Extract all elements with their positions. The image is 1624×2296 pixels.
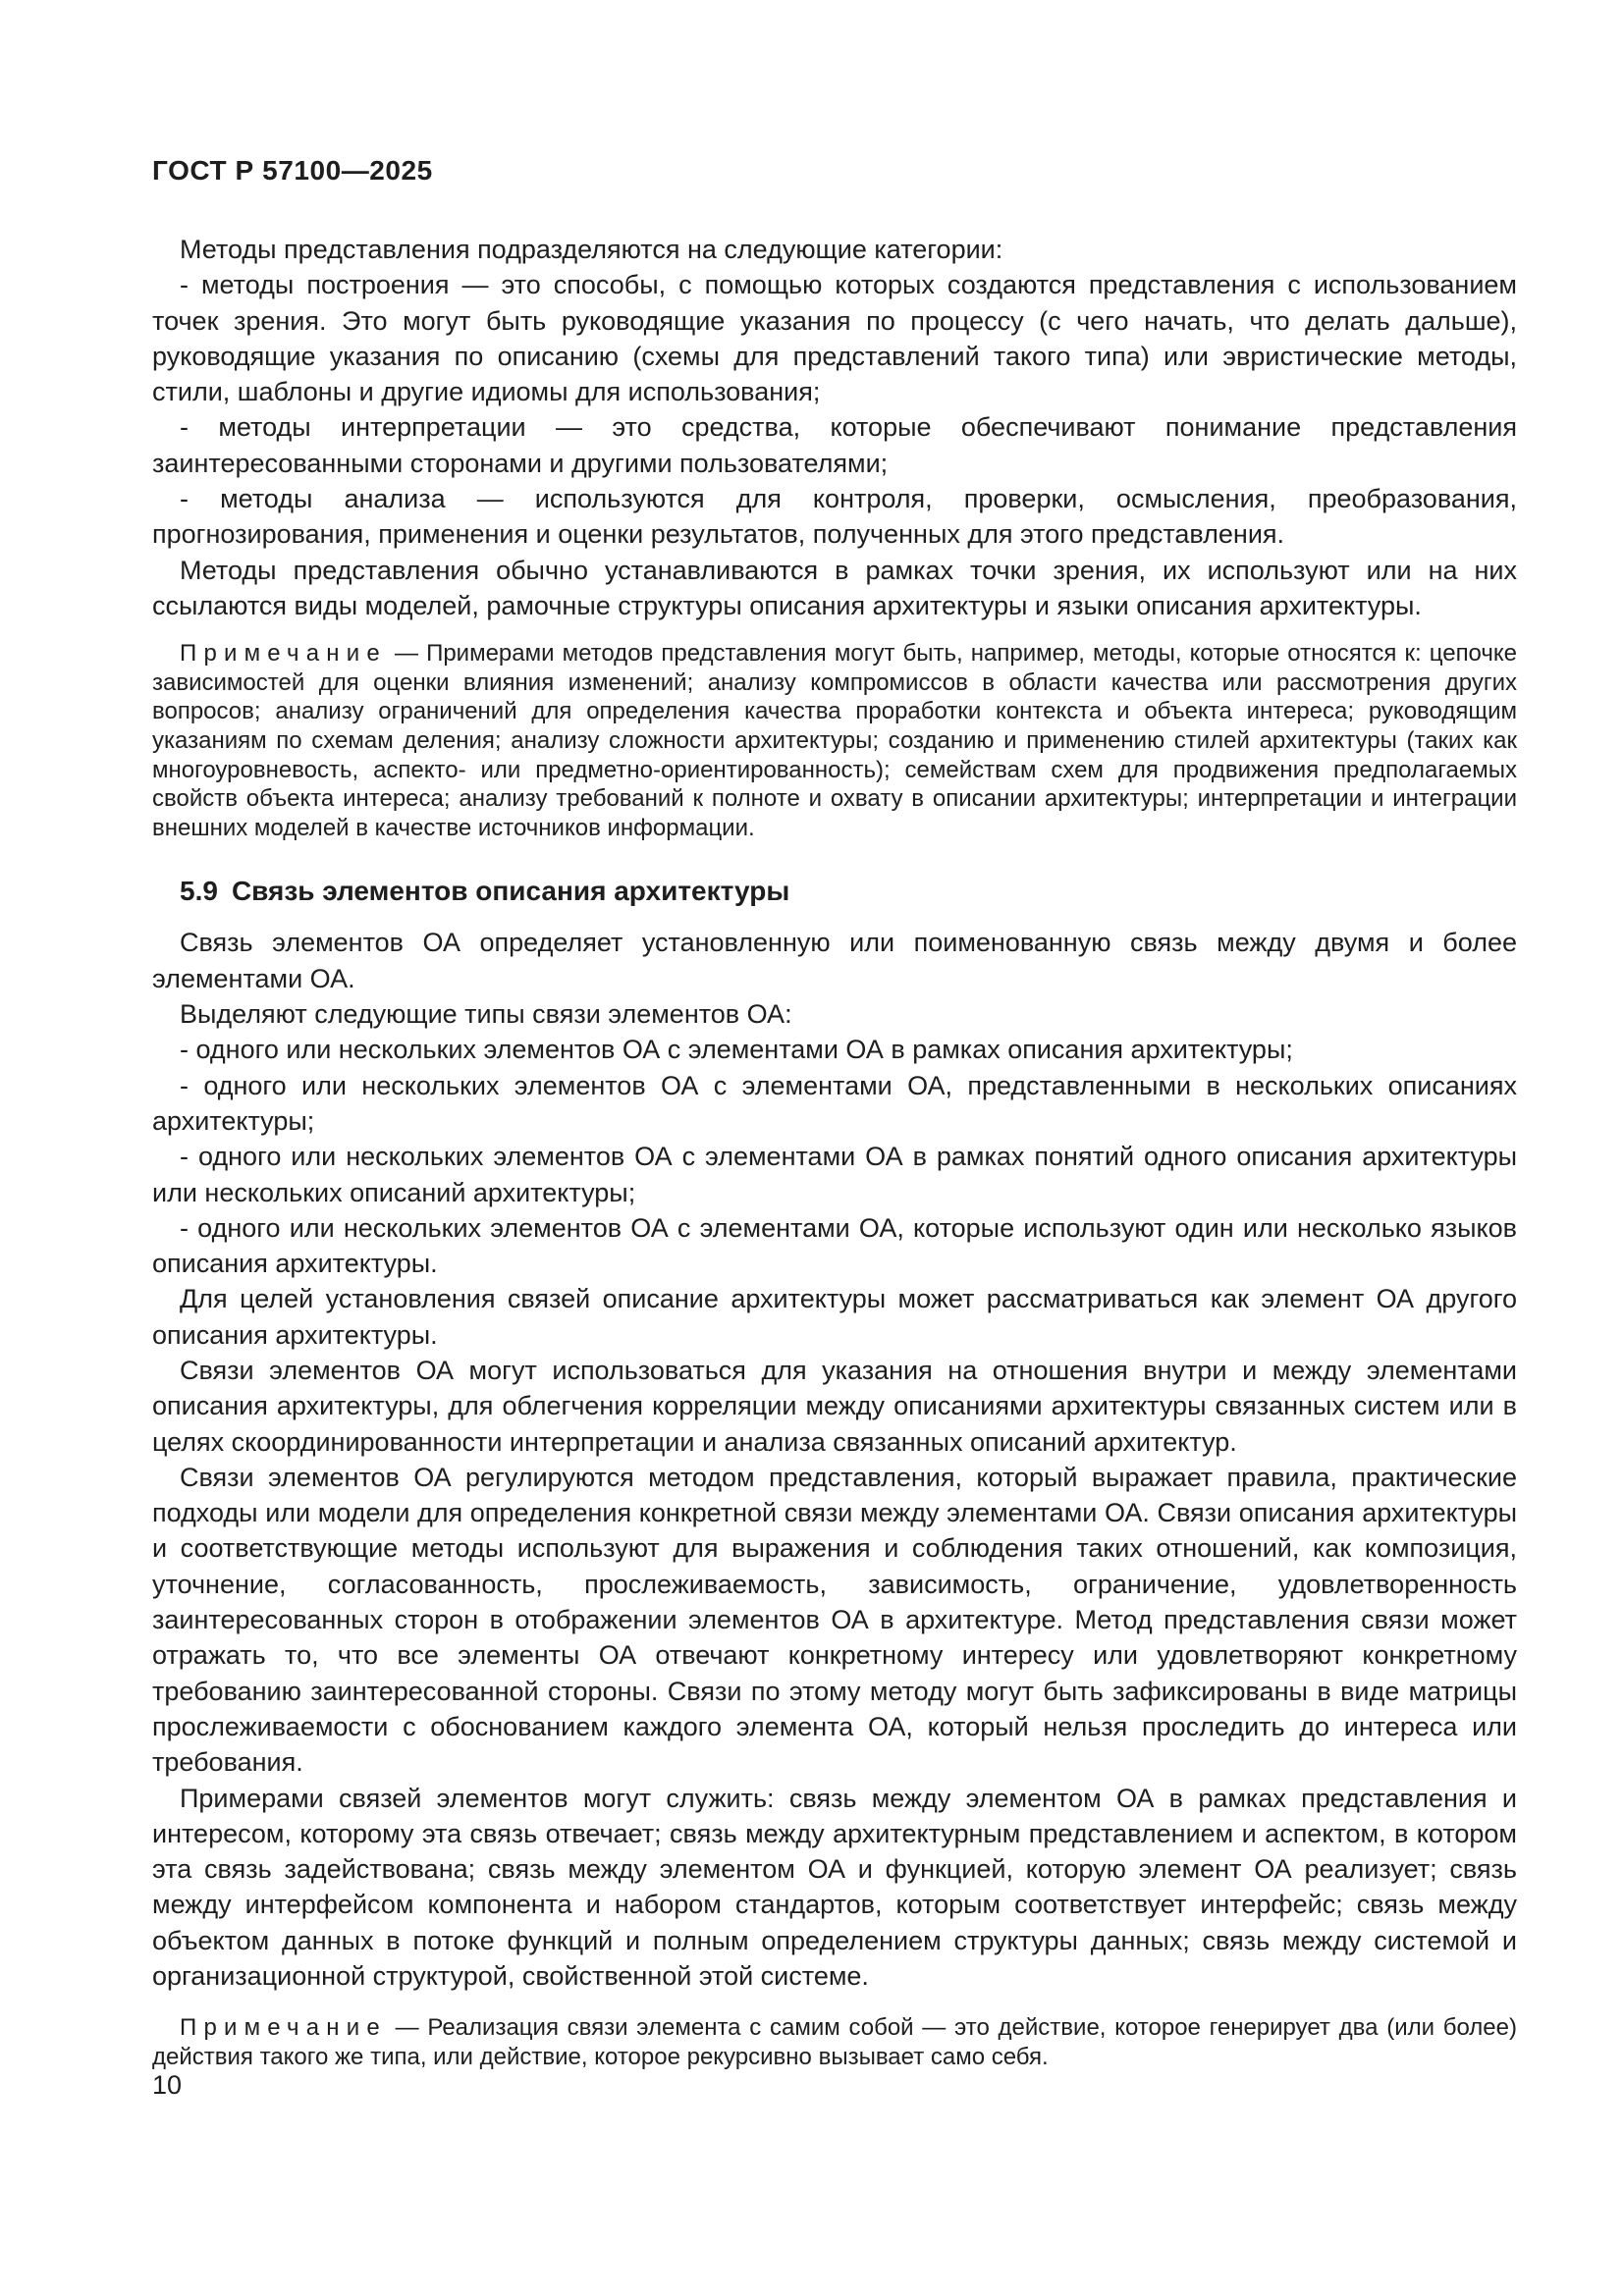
- section-number: 5.9: [180, 876, 218, 907]
- note-self-relation: [152, 2013, 1517, 2071]
- section-heading-5-9: [152, 874, 1517, 909]
- page-number: 10: [152, 2070, 183, 2100]
- note-representation-methods: [152, 639, 1517, 842]
- page-content: [152, 153, 1517, 2072]
- bullet-analysis-methods: - методы анализа — используются для контроля, проверки, осмысления, преобразования, прогнозирования, применения и оценки результатов, полученных для этого представления.: [152, 484, 1517, 550]
- paragraph-link-purposes: Для целей установления связей описание архитектуры может рассматриваться как элемент ОА другого описания архитектуры.: [152, 1284, 1517, 1350]
- note-label: Примечание: [180, 640, 387, 667]
- bullet-interpretation-methods: - методы интерпретации — это средства, которые обеспечивают понимание представления заинтересованными сторонами и другими пользователями;: [152, 412, 1517, 478]
- paragraph-link-governed: Связи элементов ОА регулируются методом представления, который выражает правила, практические подходы или модели для определения конкретной связи между элементами ОА. Связи описания архитектуры и соответствующие методы используют для выражения и соблюдения таких отношений, как композиция, уточнение, согласованность, прослеживаемость, зависимость, ограничение, удовлетворенность заинтересованных сторон в отображении элементов ОА в архитектуре. Метод представления связи может отражать то, что все элементы ОА отвечают конкретному интересу или удовлетворяют конкретному требованию заинтересованной стороны. Связи по этому методу могут быть зафиксированы в виде матрицы прослеживаемости с обоснованием каждого элемента ОА, который нельзя проследить до интереса или требования.: [152, 1462, 1517, 1778]
- document-header: ГОСТ Р 57100—2025: [152, 155, 433, 186]
- note-text: — Примерами методов представления могут быть, например, методы, которые относятся к: цепочке зависимостей для оценки влияния изменений; анализу компромиссов в области качества или рассмотрения других вопросов; анализу ограничений для определения качества проработки контекста и объекта интереса; руководящим указаниям по схемам деления; анализу сложности архитектуры; созданию и применению стилей архитектуры (таких как многоуровневость, аспекто- или предметно-ориентированность); семействам схем для продвижения предполагаемых свойств объекта интереса; анализу требований к полноте и охвату в описании архитектуры; интерпретации и интеграции внешних моделей в качестве источников информации.: [152, 640, 1518, 841]
- bullet-link-type-2: - одного или нескольких элементов ОА с элементами ОА, представленными в нескольких описаниях архитектуры;: [152, 1070, 1517, 1136]
- paragraph-methods-categories: Методы представления подразделяются на следующие категории:: [180, 235, 1003, 264]
- note-label: Примечание: [180, 2014, 387, 2042]
- bullet-link-type-3: - одного или нескольких элементов ОА с элементами ОА в рамках понятий одного описания архитектуры или нескольких описаний архитектуры;: [152, 1142, 1517, 1207]
- paragraph-viewpoint: Методы представления обычно устанавливаются в рамках точки зрения, их используют или на них ссылаются виды моделей, рамочные структуры описания архитектуры и языки описания архитектуры.: [152, 555, 1517, 620]
- paragraph-link-definition: Связь элементов ОА определяет установленную или поименованную связь между двумя и более элементами ОА.: [152, 928, 1517, 993]
- paragraph-link-examples: Примерами связей элементов могут служить: связь между элементом ОА в рамках представления и интересом, которому эта связь отвечает; связь между архитектурным представлением и аспектом, в котором эта связь задействована; связь между элементом ОА и функцией, которую элемент ОА реализует; связь между интерфейсом компонента и набором стандартов, которым соответствует интерфейс; связь между объектом данных в потоке функций и полным определением структуры данных; связь между системой и организационной структурой, свойственной этой системе.: [152, 1783, 1517, 1992]
- paragraph-link-usage: Связи элементов ОА могут использоваться для указания на отношения внутри и между элементами описания архитектуры, для облегчения корреляции между описаниями архитектуры связанных систем или в целях скоординированности интерпретации и анализа связанных описаний архитектур.: [152, 1355, 1517, 1457]
- bullet-link-type-1: - одного или нескольких элементов ОА с элементами ОА в рамках описания архитектуры;: [180, 1035, 1293, 1065]
- paragraph-link-types-intro: Выделяют следующие типы связи элементов ОА:: [180, 999, 792, 1030]
- note-text: — Реализация связи элемента с самим собой — это действие, которое генерирует два (или более) действия такого же типа, или действие, которое рекурсивно вызывает само себя.: [152, 2014, 1517, 2070]
- bullet-construction-methods: - методы построения — это способы, с помощью которых создаются представления с использованием точек зрения. Это могут быть руководящие указания по процессу (с чего начать, что делать дальше), руководящие указания по описанию (схемы для представлений такого типа) или эвристические методы, стили, шаблоны и другие идиомы для использования;: [152, 270, 1517, 407]
- section-title: Связь элементов описания архитектуры: [231, 876, 790, 907]
- bullet-link-type-4: - одного или нескольких элементов ОА с элементами ОА, которые используют один или несколько языков описания архитектуры.: [152, 1212, 1517, 1279]
